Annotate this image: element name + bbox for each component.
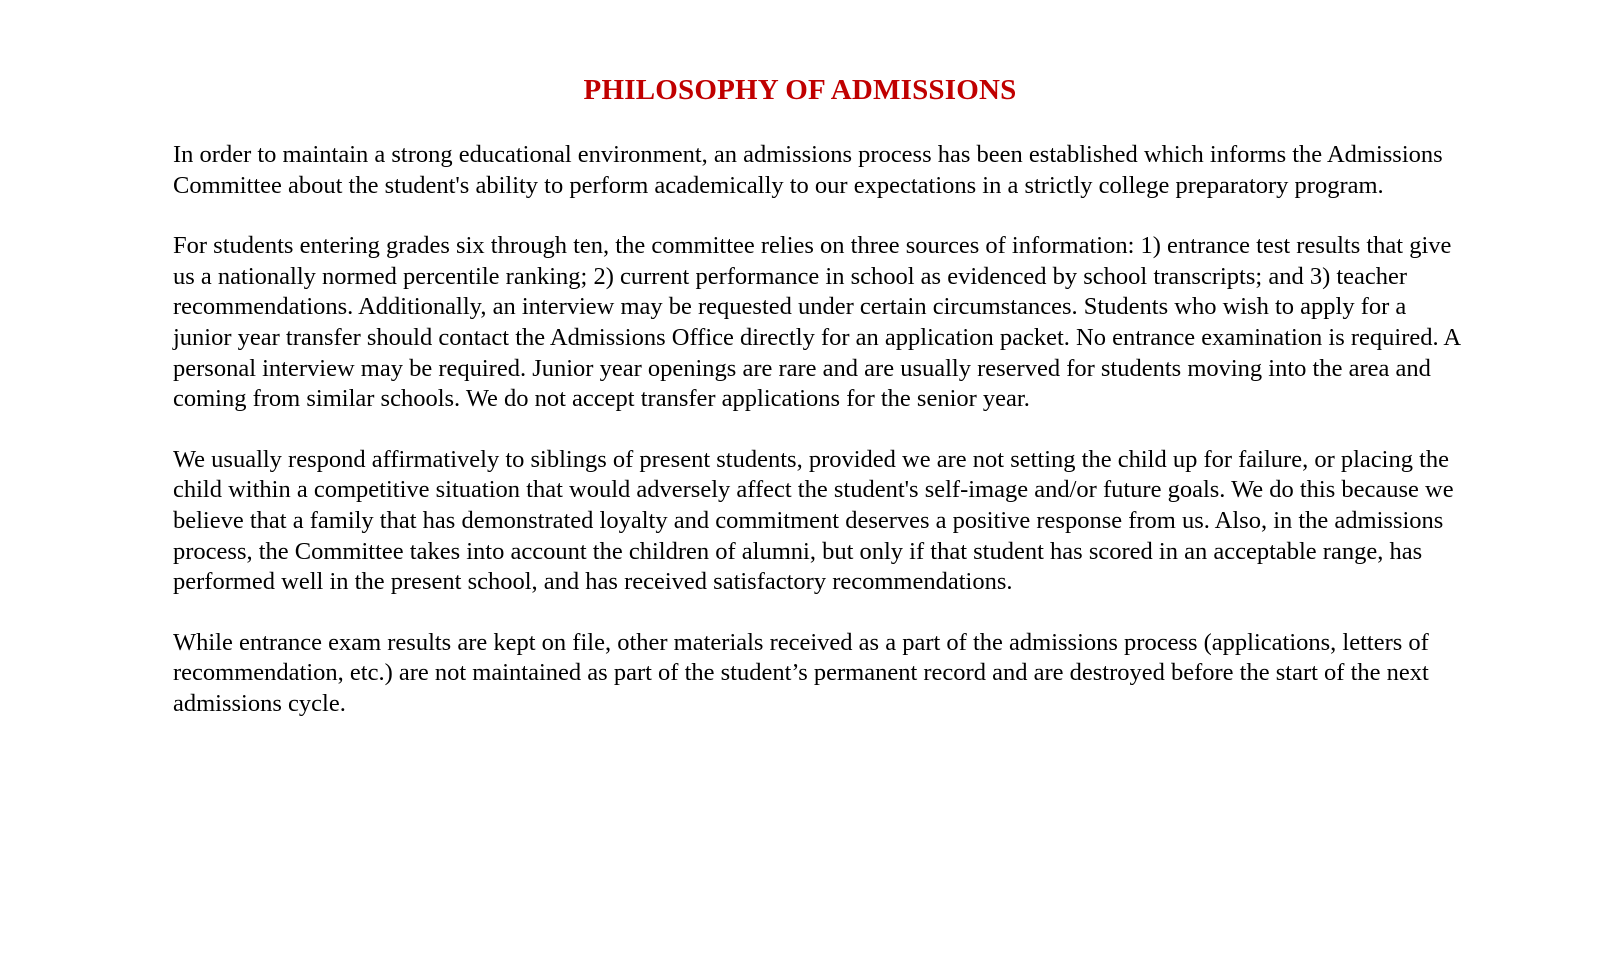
page-title: PHILOSOPHY OF ADMISSIONS — [583, 74, 1017, 106]
paragraph-admissions-process: In order to maintain a strong educational environment, an admissions process has been established which informs the Admissions Committee about the student's ability to perform academically to our expectations in a strictly college preparatory program. — [173, 141, 1443, 199]
document-body — [173, 140, 1463, 750]
paragraph-records-retention: While entrance exam results are kept on file, other materials received as a part of the admissions process (applications, letters of recommendation, etc.) are not maintained as part of the student’s permanent record and are destroyed before the start of the next admissions cycle. — [173, 628, 1429, 717]
paragraph-siblings-alumni: We usually respond affirmatively to siblings of present students, provided we are not setting the child up for failure, or placing the child within a competitive situation that would adversely affect the student's self-image and/or future goals. We do this because we believe that a family that has demonstrated loyalty and commitment deserves a positive response from us. Also, in the admissions process, the Committee takes into account the children of alumni, but only if that student has scored in an acceptable range, has performed well in the present school, and has received satisfactory recommendations. — [173, 445, 1454, 596]
paragraph-entry-requirements: For students entering grades six through ten, the committee relies on three sources of information: 1) entrance test results that give us a nationally normed percentile ranking; 2) current performance in school as evidenced by school transcripts; and 3) teacher recommendations. Additionally, an interview may be requested under certain circumstances. Students who wish to apply for a junior year transfer should contact the Admissions Office directly for an application packet. No entrance examination is required. A personal interview may be required. Junior year openings are rare and are usually reserved for students moving into the area and coming from similar schools. We do not accept transfer applications for the senior year. — [173, 232, 1460, 413]
